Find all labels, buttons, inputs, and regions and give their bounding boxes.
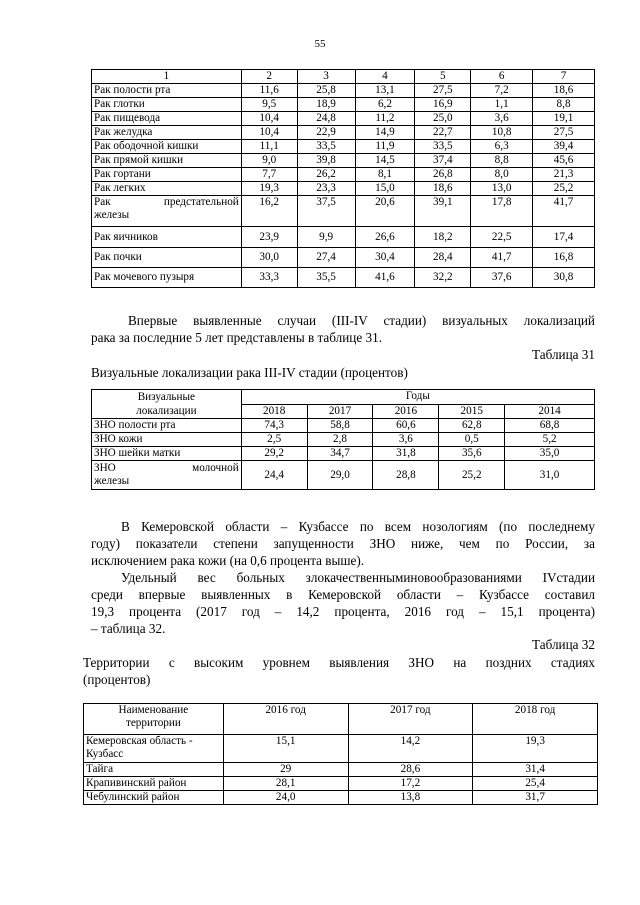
table-cell: 17,4 bbox=[533, 227, 595, 248]
header-cell: 7 bbox=[533, 70, 595, 84]
table-cell: 19,3 bbox=[473, 735, 598, 763]
table-row bbox=[92, 112, 595, 126]
table-cell: 68,8 bbox=[505, 419, 595, 433]
header-cell: 2018 bbox=[241, 404, 307, 419]
table-cell: 5,2 bbox=[505, 433, 595, 447]
visual-localizations-table bbox=[91, 389, 595, 490]
table-cell: 29,2 bbox=[241, 447, 307, 461]
table-cell: 34,7 bbox=[307, 447, 373, 461]
table-cell: 6,2 bbox=[355, 98, 415, 112]
table-cell: 10,4 bbox=[241, 126, 297, 140]
header-text: локализации bbox=[136, 405, 197, 417]
table-cell: 41,6 bbox=[355, 268, 415, 288]
text-line: году) показатели степени запущенности ЗНО ниже, чем по России, за bbox=[91, 536, 595, 551]
table-cell: 3,6 bbox=[373, 433, 439, 447]
header-cell: 5 bbox=[415, 70, 471, 84]
header-cell: 2014 bbox=[505, 404, 595, 419]
table-cell: 25,2 bbox=[533, 182, 595, 196]
paragraph-kuzbass-comparison bbox=[91, 518, 595, 569]
table-cell: 13,0 bbox=[471, 182, 533, 196]
table-cell: 16,2 bbox=[241, 196, 297, 227]
table-cell: 1,1 bbox=[471, 98, 533, 112]
table-row bbox=[92, 447, 595, 461]
table-cell: 39,4 bbox=[533, 140, 595, 154]
table-cell: 8,8 bbox=[533, 98, 595, 112]
table-cell: 37,6 bbox=[471, 268, 533, 288]
table-cell: 9,9 bbox=[297, 227, 355, 248]
table-cell: 18,2 bbox=[415, 227, 471, 248]
table-cell: 28,4 bbox=[415, 248, 471, 268]
text-line: исключением рака кожи (на 0,6 процента выше). bbox=[91, 553, 365, 568]
table-cell: 7,7 bbox=[241, 168, 297, 182]
table31-title: Визуальные локализации рака III-IV стадии (процентов) bbox=[91, 365, 408, 380]
table-row bbox=[92, 182, 595, 196]
table-cell: 25,2 bbox=[439, 461, 505, 490]
header-cell: Годы bbox=[241, 390, 594, 405]
table-cell: 23,9 bbox=[241, 227, 297, 248]
header-cell: 2018 год bbox=[473, 704, 598, 735]
table-cell: 14,2 bbox=[348, 735, 473, 763]
header-cell: 2016 год bbox=[223, 704, 348, 735]
row-label-part: Рак bbox=[94, 196, 111, 208]
row-label-part: железы bbox=[94, 209, 130, 221]
table-cell: 18,9 bbox=[297, 98, 355, 112]
table-cell: 27,5 bbox=[415, 84, 471, 98]
table-cell: 15,0 bbox=[355, 182, 415, 196]
table-row bbox=[92, 268, 595, 288]
table-cell: 2,5 bbox=[241, 433, 307, 447]
row-label: Рак желудка bbox=[92, 126, 242, 140]
header-cell: 6 bbox=[471, 70, 533, 84]
header-cell bbox=[92, 390, 242, 419]
table-cell: 31,0 bbox=[505, 461, 595, 490]
table-cell: 41,7 bbox=[471, 248, 533, 268]
table-cell: 33,5 bbox=[297, 140, 355, 154]
row-label: Рак прямой кишки bbox=[92, 154, 242, 168]
table-row bbox=[92, 419, 595, 433]
table-cell: 27,5 bbox=[533, 126, 595, 140]
table-cell: 11,1 bbox=[241, 140, 297, 154]
table-cell: 13,1 bbox=[355, 84, 415, 98]
paragraph-intro-table31 bbox=[91, 312, 595, 346]
table-cell: 31,8 bbox=[373, 447, 439, 461]
table-cell: 9,0 bbox=[241, 154, 297, 168]
table-cell: 25,8 bbox=[297, 84, 355, 98]
text-line: 19,3 процента (2017 год – 14,2 процента, 2016 год – 15,1 процента) bbox=[91, 604, 595, 619]
header-cell: 3 bbox=[297, 70, 355, 84]
table-header-row bbox=[84, 704, 598, 735]
row-label: ЗНО полости рта bbox=[92, 419, 242, 433]
table-cell: 74,3 bbox=[241, 419, 307, 433]
table-row bbox=[92, 227, 595, 248]
table-cell: 30,4 bbox=[355, 248, 415, 268]
text-line: – таблица 32. bbox=[91, 621, 166, 636]
table-cell: 8,1 bbox=[355, 168, 415, 182]
table-row bbox=[84, 777, 598, 791]
table-cell: 28,1 bbox=[223, 777, 348, 791]
table-cell: 22,7 bbox=[415, 126, 471, 140]
table-cell: 26,6 bbox=[355, 227, 415, 248]
table-cell: 15,1 bbox=[223, 735, 348, 763]
row-label-part: молочной bbox=[192, 462, 239, 474]
table-cell: 39,8 bbox=[297, 154, 355, 168]
table-cell: 24,4 bbox=[241, 461, 307, 490]
table-cell: 35,5 bbox=[297, 268, 355, 288]
table-cell: 35,6 bbox=[439, 447, 505, 461]
row-label bbox=[92, 461, 242, 490]
header-cell: 2016 bbox=[373, 404, 439, 419]
table-cell: 13,8 bbox=[348, 791, 473, 805]
table-cell: 45,6 bbox=[533, 154, 595, 168]
table-cell: 29 bbox=[223, 763, 348, 777]
table-row bbox=[92, 196, 595, 227]
row-label: ЗНО кожи bbox=[92, 433, 242, 447]
row-label: Рак пищевода bbox=[92, 112, 242, 126]
table-cell: 60,6 bbox=[373, 419, 439, 433]
table-header-row bbox=[92, 70, 595, 84]
table32-title bbox=[83, 654, 595, 688]
row-label: Крапивинский район bbox=[84, 777, 224, 791]
table-cell: 6,3 bbox=[471, 140, 533, 154]
table-cell: 23,3 bbox=[297, 182, 355, 196]
row-label-part: ЗНО bbox=[94, 462, 116, 474]
header-cell: 1 bbox=[92, 70, 242, 84]
late-stage-territories-table bbox=[83, 703, 598, 805]
text-line: Впервые выявленные случаи (III-IV стадии) визуальных локализаций bbox=[128, 313, 595, 328]
text-line: рака за последние 5 лет представлены в таблице 31. bbox=[91, 330, 383, 345]
row-label-part: предстательной bbox=[163, 196, 239, 208]
table-cell: 28,8 bbox=[373, 461, 439, 490]
row-label: Рак глотки bbox=[92, 98, 242, 112]
table-cell: 41,7 bbox=[533, 196, 595, 227]
table-cell: 29,0 bbox=[307, 461, 373, 490]
header-cell: 2 bbox=[241, 70, 297, 84]
table-cell: 8,8 bbox=[471, 154, 533, 168]
table-cell: 11,2 bbox=[355, 112, 415, 126]
table-cell: 7,2 bbox=[471, 84, 533, 98]
table-cell: 31,7 bbox=[473, 791, 598, 805]
cancer-table-continued bbox=[91, 69, 595, 288]
table-cell: 24,8 bbox=[297, 112, 355, 126]
table-cell: 32,2 bbox=[415, 268, 471, 288]
table-cell: 39,1 bbox=[415, 196, 471, 227]
table-cell: 21,3 bbox=[533, 168, 595, 182]
row-label-part: Кемеровская область - bbox=[86, 735, 193, 747]
table-cell: 30,8 bbox=[533, 268, 595, 288]
table-cell: 30,0 bbox=[241, 248, 297, 268]
table-cell: 20,6 bbox=[355, 196, 415, 227]
text-line: Территории с высоким уровнем выявления ЗНО на поздних стадиях bbox=[83, 655, 595, 670]
table-cell: 25,0 bbox=[415, 112, 471, 126]
header-cell: 4 bbox=[355, 70, 415, 84]
table-cell: 18,6 bbox=[415, 182, 471, 196]
table-cell: 37,4 bbox=[415, 154, 471, 168]
table31-label: Таблица 31 bbox=[532, 347, 595, 362]
paragraph-stage-iv-share bbox=[91, 569, 595, 637]
table-cell: 16,9 bbox=[415, 98, 471, 112]
header-cell: 2015 bbox=[439, 404, 505, 419]
table-cell: 22,9 bbox=[297, 126, 355, 140]
table-row bbox=[92, 248, 595, 268]
table-row bbox=[92, 84, 595, 98]
row-label: Рак гортани bbox=[92, 168, 242, 182]
table-cell: 26,8 bbox=[415, 168, 471, 182]
row-label-part: Кузбасс bbox=[86, 748, 124, 760]
table-row bbox=[92, 168, 595, 182]
header-text: Визуальные bbox=[137, 391, 196, 403]
table-cell: 10,8 bbox=[471, 126, 533, 140]
table-cell: 10,4 bbox=[241, 112, 297, 126]
header-cell: 2017 bbox=[307, 404, 373, 419]
table-cell: 33,3 bbox=[241, 268, 297, 288]
table-cell: 37,5 bbox=[297, 196, 355, 227]
table-cell: 62,8 bbox=[439, 419, 505, 433]
row-label: Рак ободочной кишки bbox=[92, 140, 242, 154]
table-row bbox=[92, 140, 595, 154]
row-label: Рак мочевого пузыря bbox=[92, 268, 242, 288]
table-row bbox=[92, 126, 595, 140]
row-label: Тайга bbox=[84, 763, 224, 777]
table-cell: 17,8 bbox=[471, 196, 533, 227]
table-row bbox=[84, 791, 598, 805]
table-cell: 11,6 bbox=[241, 84, 297, 98]
table-row bbox=[92, 98, 595, 112]
table-cell: 28,6 bbox=[348, 763, 473, 777]
table-row bbox=[92, 154, 595, 168]
table-header-row bbox=[92, 390, 595, 405]
table-cell: 16,8 bbox=[533, 248, 595, 268]
table32-label: Таблица 32 bbox=[532, 637, 595, 652]
table-row bbox=[84, 735, 598, 763]
row-label: Рак легких bbox=[92, 182, 242, 196]
table-cell: 8,0 bbox=[471, 168, 533, 182]
table-cell: 19,3 bbox=[241, 182, 297, 196]
row-label: ЗНО шейки матки bbox=[92, 447, 242, 461]
header-text: Наименование bbox=[118, 704, 189, 716]
text-line: (процентов) bbox=[83, 672, 151, 687]
table-cell: 27,4 bbox=[297, 248, 355, 268]
header-text: территории bbox=[125, 717, 181, 729]
table-cell: 17,2 bbox=[348, 777, 473, 791]
table-cell: 35,0 bbox=[505, 447, 595, 461]
text-line: среди впервые выявленных в Кемеровской области – Кузбассе составил bbox=[91, 587, 595, 602]
row-label bbox=[84, 735, 224, 763]
table-cell: 24,0 bbox=[223, 791, 348, 805]
table-row bbox=[92, 433, 595, 447]
table-cell: 19,1 bbox=[533, 112, 595, 126]
table-cell: 2,8 bbox=[307, 433, 373, 447]
row-label bbox=[92, 196, 242, 227]
row-label: Рак полости рта bbox=[92, 84, 242, 98]
table-cell: 26,2 bbox=[297, 168, 355, 182]
table-cell: 31,4 bbox=[473, 763, 598, 777]
table-cell: 11,9 bbox=[355, 140, 415, 154]
table-cell: 14,5 bbox=[355, 154, 415, 168]
table-cell: 33,5 bbox=[415, 140, 471, 154]
table-cell: 14,9 bbox=[355, 126, 415, 140]
table-cell: 25,4 bbox=[473, 777, 598, 791]
table-cell: 9,5 bbox=[241, 98, 297, 112]
row-label: Рак почки bbox=[92, 248, 242, 268]
table-cell: 3,6 bbox=[471, 112, 533, 126]
table-cell: 22,5 bbox=[471, 227, 533, 248]
table-cell: 18,6 bbox=[533, 84, 595, 98]
table-row bbox=[92, 461, 595, 490]
table-cell: 58,8 bbox=[307, 419, 373, 433]
row-label: Чебулинский район bbox=[84, 791, 224, 805]
header-cell bbox=[84, 704, 224, 735]
header-cell: 2017 год bbox=[348, 704, 473, 735]
row-label: Рак яичников bbox=[92, 227, 242, 248]
row-label-part: железы bbox=[94, 475, 130, 487]
text-line: Удельный вес больных злокачественныминовообразованиями IVстадии bbox=[121, 570, 595, 585]
text-line: В Кемеровской области – Кузбассе по всем нозологиям (по последнему bbox=[121, 519, 595, 534]
table-cell: 0,5 bbox=[439, 433, 505, 447]
table-row bbox=[84, 763, 598, 777]
page-number: 55 bbox=[314, 38, 326, 50]
